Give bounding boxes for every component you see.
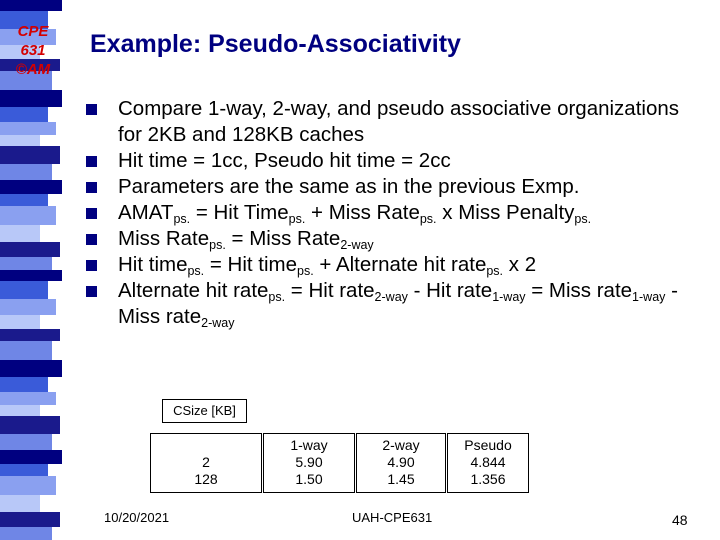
strip-block (0, 164, 52, 180)
column-header: Pseudo (464, 437, 512, 453)
course-logo (2, 22, 64, 79)
bullet-square-icon (86, 234, 97, 245)
logo-line: 631 (20, 42, 46, 59)
strip-block (0, 416, 60, 434)
strip-block (0, 194, 48, 206)
strip-block (0, 0, 62, 11)
bullet-item (86, 148, 706, 174)
table-column-pseudo (447, 433, 529, 493)
bullet-text-part: Hit time = 1cc, Pseudo hit time = 2cc (118, 149, 451, 172)
strip-block (0, 135, 40, 146)
bullet-text-part: = Hit time (204, 253, 298, 276)
bullet-item (86, 226, 706, 252)
decorative-color-strip (0, 0, 74, 540)
strip-block (0, 315, 40, 329)
bullet-text-part: + Miss Rate (305, 201, 420, 224)
bullet-square-icon (86, 104, 97, 115)
bullet-item (86, 252, 706, 278)
strip-block (0, 225, 40, 242)
strip-block (0, 527, 52, 540)
subscript-text: ps. (288, 212, 306, 226)
bullet-item (86, 174, 706, 200)
subscript-text: 2-way (201, 316, 235, 330)
strip-block (0, 281, 48, 299)
subscript-text: 1-way (632, 290, 666, 304)
bullet-text-part: Compare 1-way, 2-way, and pseudo associative organizations for 2KB and 128KB caches (118, 97, 680, 146)
subscript-text: ps. (419, 212, 437, 226)
table-size-column (150, 433, 262, 493)
subscript-text: ps. (297, 264, 314, 278)
strip-block (0, 299, 56, 315)
bullet-text-part: = Miss rate (525, 279, 633, 302)
bullet-text-part: + Alternate hit rate (313, 253, 487, 276)
table-column-2way (356, 433, 446, 493)
strip-block (0, 434, 52, 450)
bullet-text-part: Parameters are the same as in the previous Exmp. (118, 175, 580, 198)
subscript-text: ps. (574, 212, 592, 226)
strip-block (0, 257, 52, 270)
table-column-1way (263, 433, 355, 493)
bullet-text (118, 174, 706, 200)
strip-block (0, 405, 40, 416)
bullet-text-part: = Hit Time (190, 201, 289, 224)
table-cell: 1.356 (470, 471, 506, 487)
bullet-text (118, 148, 706, 174)
strip-block (0, 90, 62, 107)
bullet-list (86, 96, 706, 330)
logo-line: ©AM (15, 61, 51, 78)
strip-block (0, 180, 62, 194)
strip-block (0, 392, 56, 405)
subscript-text: 2-way (374, 290, 408, 304)
table-cell: 1.50 (295, 471, 323, 487)
bullet-square-icon (86, 286, 97, 297)
bullet-text-part: Miss Rate (118, 227, 210, 250)
strip-block (0, 107, 48, 122)
bullet-item (86, 96, 706, 148)
strip-block (0, 270, 62, 281)
strip-block (0, 329, 60, 341)
bullet-text-part: x Miss Penalty (436, 201, 575, 224)
bullet-square-icon (86, 208, 97, 219)
strip-block (0, 495, 40, 512)
table-cell: 4.844 (470, 454, 506, 470)
bullet-text-part: - Miss rate (118, 279, 678, 328)
logo-line: CPE (17, 23, 49, 40)
strip-block (0, 476, 56, 495)
slide-title: Example: Pseudo-Associativity (90, 30, 461, 58)
strip-block (0, 146, 60, 164)
table-cell: 128 (194, 471, 218, 487)
column-header: 1-way (290, 437, 328, 453)
bullet-text (118, 200, 706, 226)
strip-block (0, 464, 48, 476)
footer-date: 10/20/2021 (104, 510, 170, 525)
strip-block (0, 206, 56, 225)
table-cell: 2 (202, 454, 210, 470)
subscript-text: ps. (187, 264, 205, 278)
table-cell: 1.45 (387, 471, 415, 487)
subscript-text: ps. (268, 290, 286, 304)
bullet-text-part: x 2 (503, 253, 537, 276)
strip-block (0, 377, 48, 392)
bullet-text-part: - Hit rate (407, 279, 493, 302)
bullet-text (118, 226, 706, 252)
bullet-item (86, 200, 706, 226)
footer-center: UAH-CPE631 (352, 510, 433, 525)
strip-block (0, 341, 52, 360)
subscript-text: ps. (173, 212, 191, 226)
bullet-text-part: = Miss Rate (225, 227, 341, 250)
bullet-text (118, 252, 706, 278)
bullet-item (86, 278, 706, 330)
bullet-text (118, 96, 706, 148)
bullet-text (118, 278, 706, 330)
bullet-text-part: Hit time (118, 253, 188, 276)
table-corner-label: CSize [KB] (162, 399, 247, 423)
bullet-square-icon (86, 156, 97, 167)
subscript-text: 1-way (492, 290, 526, 304)
bullet-square-icon (86, 260, 97, 271)
bullet-text-part: AMAT (118, 201, 174, 224)
table-cell: 4.90 (387, 454, 415, 470)
bullet-square-icon (86, 182, 97, 193)
subscript-text: 2-way (340, 238, 374, 252)
strip-block (0, 512, 60, 527)
bullet-text-part: Alternate hit rate (118, 279, 269, 302)
strip-block (0, 122, 56, 135)
column-header: 2-way (382, 437, 420, 453)
subscript-text: ps. (486, 264, 504, 278)
strip-block (0, 360, 62, 377)
bullet-text-part: = Hit rate (285, 279, 375, 302)
subscript-text: ps. (209, 238, 226, 252)
strip-block (0, 450, 62, 464)
table-cell: 5.90 (295, 454, 323, 470)
strip-block (0, 242, 60, 257)
page-number: 48 (672, 512, 688, 528)
